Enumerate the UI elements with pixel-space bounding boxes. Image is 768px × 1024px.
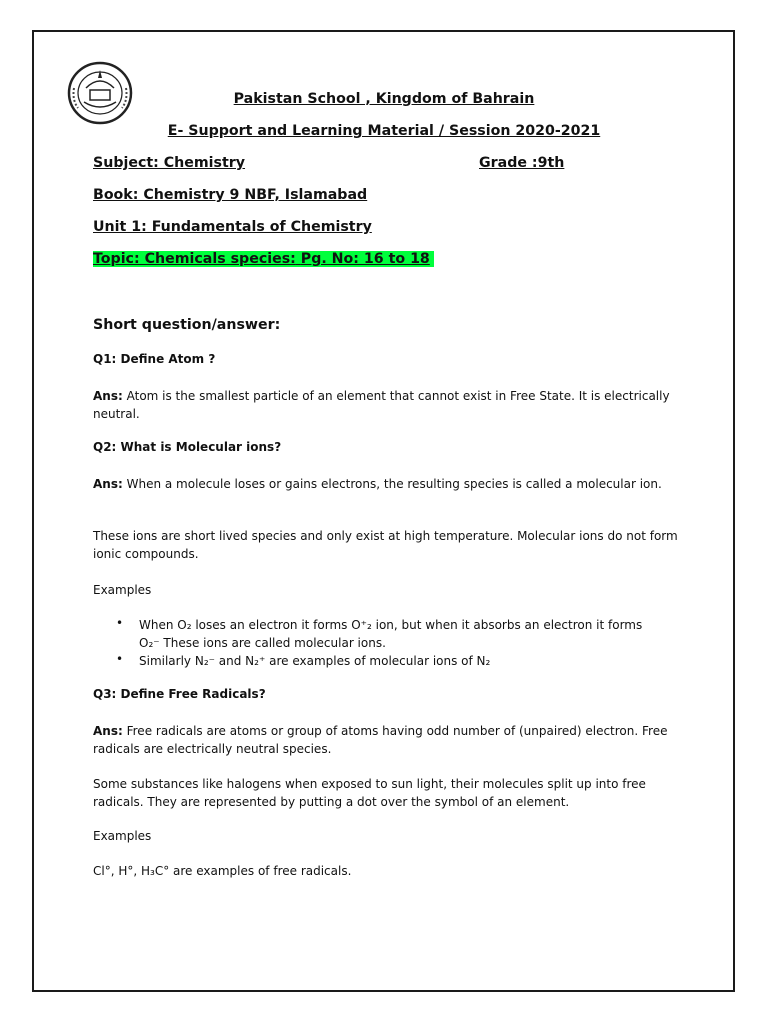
grade-line: Grade :9th bbox=[479, 155, 565, 171]
ans-label: Ans: bbox=[93, 724, 123, 738]
material-title: E- Support and Learning Material / Session 2020-2021 bbox=[167, 123, 601, 139]
q1-answer bbox=[93, 387, 683, 423]
topic-pages: Pg. No: 16 to 18 bbox=[300, 251, 430, 267]
bullet-1: • bbox=[116, 616, 124, 630]
q3-answer-text: Free radicals are atoms or group of atoms having odd number of (unpaired) electron. Free radicals are electrically neutral species. bbox=[93, 724, 668, 756]
section-title: Short question/answer: bbox=[93, 317, 281, 333]
ans-label: Ans: bbox=[93, 389, 123, 403]
q2-bullet1-line1: When O₂ loses an electron it forms O⁺₂ ion, but when it absorbs an electron it forms bbox=[139, 618, 643, 632]
topic-label: Topic: Chemicals species: bbox=[93, 251, 296, 267]
q1-answer-text: Atom is the smallest particle of an element that cannot exist in Free State. It is electrically neutral. bbox=[93, 389, 670, 421]
bullet-2: • bbox=[116, 652, 124, 666]
q2-examples-label: Examples bbox=[93, 583, 152, 597]
q2-bullet2: Similarly N₂⁻ and N₂⁺ are examples of molecular ions of N₂ bbox=[139, 654, 491, 668]
q1-question: Q1: Define Atom ? bbox=[93, 352, 216, 366]
subject-line: Subject: Chemistry bbox=[93, 155, 246, 171]
q3-example-line: Cl°, H°, H₃C° are examples of free radicals. bbox=[93, 864, 352, 878]
topic-line bbox=[93, 251, 434, 267]
q3-answer bbox=[93, 722, 683, 758]
q2-question: Q2: What is Molecular ions? bbox=[93, 440, 282, 454]
q2-answer bbox=[93, 475, 683, 493]
page-border bbox=[32, 30, 735, 992]
q2-bullet1-line2: O₂⁻ These ions are called molecular ions. bbox=[139, 636, 386, 650]
school-name: Pakistan School , Kingdom of Bahrain bbox=[233, 91, 535, 107]
q3-examples-label: Examples bbox=[93, 829, 152, 843]
q3-question: Q3: Define Free Radicals? bbox=[93, 687, 266, 701]
book-line: Book: Chemistry 9 NBF, Islamabad bbox=[93, 187, 368, 203]
q2-answer-text: When a molecule loses or gains electrons, the resulting species is called a molecular ion. bbox=[126, 477, 662, 491]
ans-label: Ans: bbox=[93, 477, 123, 491]
unit-line: Unit 1: Fundamentals of Chemistry bbox=[93, 219, 372, 235]
q2-paragraph: These ions are short lived species and only exist at high temperature. Molecular ions do not form ionic compounds. bbox=[93, 529, 678, 561]
q3-paragraph: Some substances like halogens when exposed to sun light, their molecules split up into free radicals. They are represented by putting a dot over the symbol of an element. bbox=[93, 777, 646, 809]
